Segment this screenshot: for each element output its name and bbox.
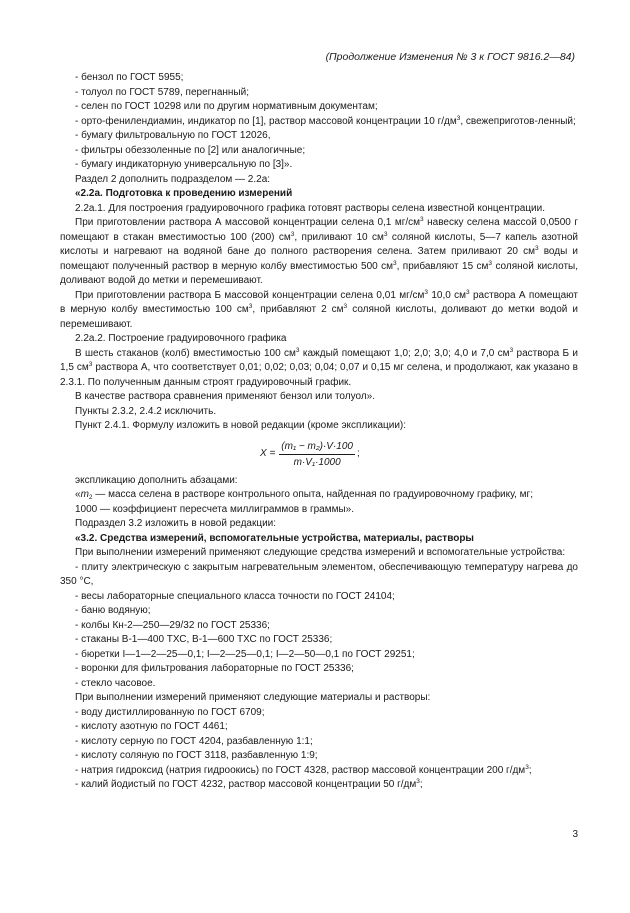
list-item: - кислоту азотную по ГОСТ 4461; — [75, 721, 228, 732]
list-item: - стекло часовое. — [75, 677, 156, 689]
list-item: - бензол по ГОСТ 5955; — [75, 72, 184, 83]
paragraph: В качестве раствора сравнения применяют бензол или толуол». — [75, 391, 375, 402]
paragraph: При приготовлении раствора А массовой концентрации селена 0,1 $мг/см^3$ навеску селена массой 0,0500 г помещают в стакан вместимостью 100 (200) $см^3$, приливают 10 $см^3$ соляной кислоты, 5—7 капель азотной кислоты и нагревают на водяной бане до полного растворения селена. Затем приливают 20 $см^3$ воды и помещают полученный раствор в мерную колбу вместимостью 500 $см^3$, прибавляют 15 $см^3$ соляной кислоты, доливают водой до метки и перемешивают. — [60, 216, 579, 286]
list-item: - плиту электрическую с закрытым нагревательным элементом, обеспечивающую температуру нагрева до 350 °С, — [60, 561, 578, 587]
paragraph: При приготовлении раствора Б массовой концентрации селена 0,01 $мг/см^3$ 10,0 $см^3$ раствора А помещают в мерную колбу вместимостью 100 $см^3$, прибавляют 2 $см^3$ соляной кислоты, доливают до метки водой и перемешивают. — [60, 288, 578, 330]
document-body — [60, 71, 578, 793]
list-item: - натрия гидроксид (натрия гидроокись) по ГОСТ 4328, раствор массовой концентрации 200 $г/дм^3$; — [75, 763, 532, 776]
list-item: - орто-фенилендиамин, индикатор по [1], раствор массовой концентрации 10 $г/дм^3$, свежеприготов-ленный; — [75, 114, 576, 127]
formula-denominator: m·V₁·1000 — [293, 456, 341, 468]
list-item: - кислоту серную по ГОСТ 4204, разбавленную 1:1; — [75, 735, 313, 747]
formula — [260, 440, 360, 469]
page-number: 3 — [572, 829, 578, 840]
paragraph: При выполнении измерений применяют следующие материалы и растворы: — [75, 692, 431, 703]
list-item: - бюретки I—1—2—25—0,1; I—2—25—0,1; I—2—50—0,1 по ГОСТ 29251; — [75, 648, 415, 660]
formula-fraction — [279, 440, 355, 469]
paragraph: При выполнении измерений применяют следующие средства измерений и вспомогательные устройства: — [75, 547, 566, 558]
paragraph: 2.2а.2. Построение градуировочного графика — [75, 333, 287, 344]
paragraph: Подраздел 3.2 изложить в новой редакции: — [75, 518, 277, 529]
list-item: - кислоту соляную по ГОСТ 3118, разбавленную 1:9; — [75, 750, 318, 761]
paragraph: Пункт 2.4.1. Формулу изложить в новой редакции (кроме экспликации): — [75, 420, 407, 431]
list-item: - стаканы В-1—400 ТХС, В-1—600 ТХС по ГОСТ 25336; — [75, 634, 333, 645]
list-item: - колбы Кн-2—250—29/32 по ГОСТ 25336; — [75, 619, 270, 631]
paragraph: 1000 — коэффициент пересчета миллиграммов в граммы». — [75, 503, 355, 515]
paragraph: «$m_2$ — масса селена в растворе контрольного опыта, найденная по градуировочному графику, мг; — [75, 489, 533, 501]
list-item: - воду дистиллированную по ГОСТ 6709; — [75, 706, 265, 718]
formula-end: ; — [357, 447, 360, 459]
list-item: - фильтры обеззоленные по [2] или аналогичные; — [75, 144, 306, 156]
list-item: - толуол по ГОСТ 5789, перегнанный; — [75, 86, 249, 98]
formula-numerator: (m₁ − m₂)·V·100 — [279, 440, 355, 455]
formula-block — [60, 438, 578, 472]
paragraph: Раздел 2 дополнить подразделом — 2.2а: — [75, 173, 271, 185]
list-item: - бумагу индикаторную универсальную по [3]». — [75, 159, 293, 170]
section-heading: «2.2а. Подготовка к проведению измерений — [75, 188, 293, 199]
formula-lhs: X = — [260, 447, 276, 459]
list-item: - калий йодистый по ГОСТ 4232, раствор массовой концентрации 50 $г/дм^3$; — [75, 778, 423, 790]
paragraph: экспликацию дополнить абзацами: — [75, 474, 238, 486]
list-item: - весы лабораторные специального класса точности по ГОСТ 24104; — [75, 590, 395, 602]
list-item: - воронки для фильтрования лабораторные по ГОСТ 25336; — [75, 663, 354, 674]
paragraph: Пункты 2.3.2, 2.4.2 исключить. — [75, 405, 217, 417]
list-item: - селен по ГОСТ 10298 или по другим нормативным документам; — [75, 101, 378, 112]
section-heading: «3.2. Средства измерений, вспомогательные устройства, материалы, растворы — [75, 532, 474, 544]
list-item: - бумагу фильтровальную по ГОСТ 12026, — [75, 130, 271, 141]
list-item: - баню водяную; — [75, 605, 151, 616]
page-header: (Продолжение Изменения № 3 к ГОСТ 9816.2—84) — [325, 51, 575, 63]
paragraph: 2.2а.1. Для построения градуировочного графика готовят растворы селена известной концентрации. — [75, 202, 546, 214]
paragraph: В шесть стаканов (колб) вместимостью 100 $см^3$ каждый помещают 1,0; 2,0; 3,0; 4,0 и 7,0 $см^3$ раствора Б и 1,5 $см^3$ раствора А, что соответствует 0,01; 0,02; 0,03; 0,04; 0,07 и 0,15 мг селена, и продолжают, как указано в 2.3.1. По полученным данным строят градуировочный график. — [60, 346, 578, 388]
